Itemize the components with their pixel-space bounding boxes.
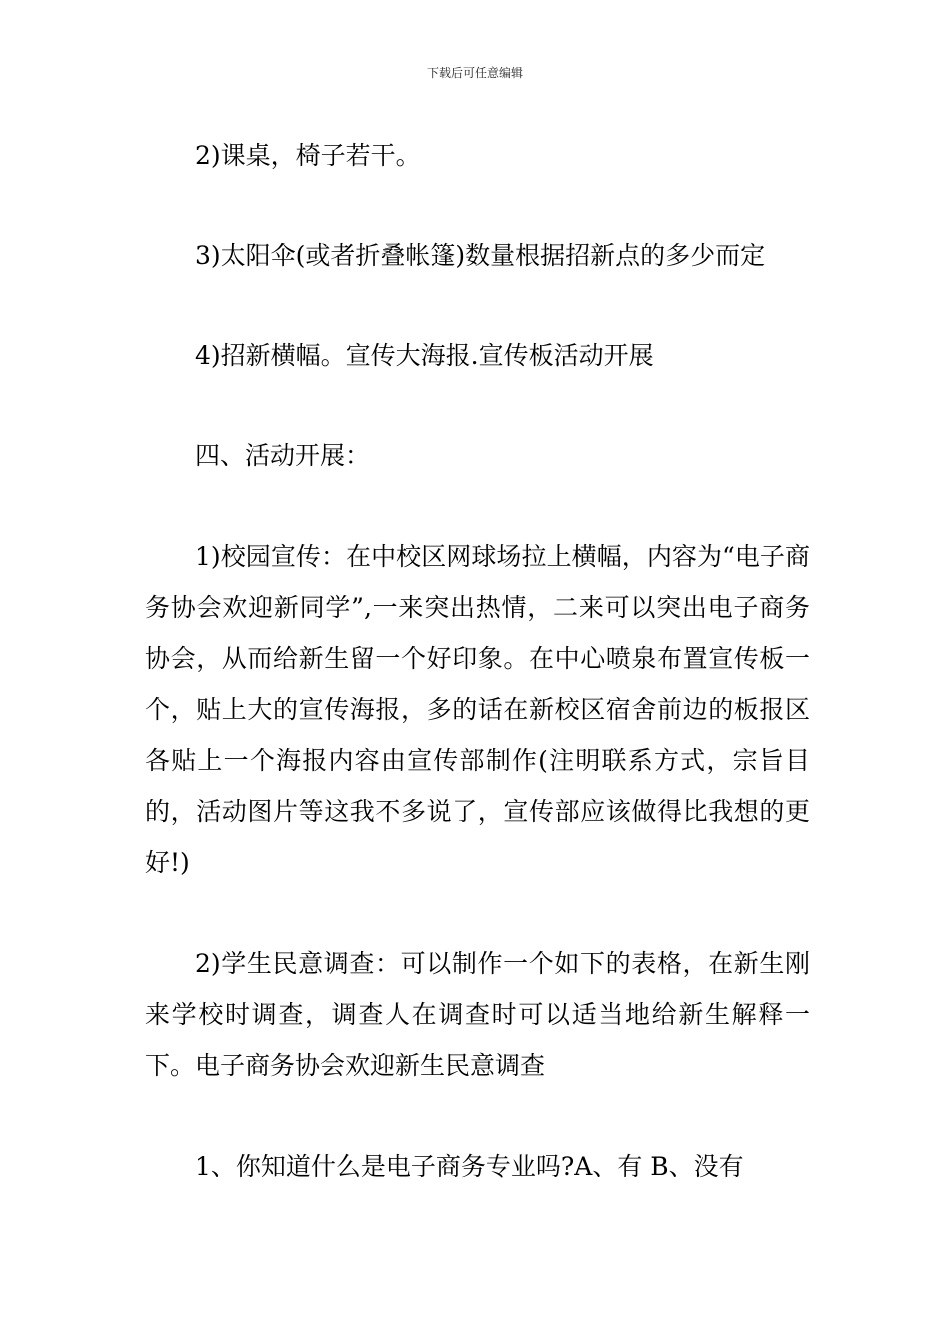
paragraph-gap bbox=[145, 281, 810, 330]
document-body bbox=[145, 130, 810, 1192]
survey-question-1: 1、你知道什么是电子商务专业吗?A、有 B、没有 bbox=[195, 1152, 744, 1181]
paragraph-gap bbox=[145, 481, 810, 531]
page-header: 下载后可任意编辑 bbox=[426, 66, 523, 80]
paragraph-item-2: 2)课桌，椅子若干。 bbox=[195, 141, 421, 170]
paragraph-item-4: 4)招新横幅。宣传大海报.宣传板活动开展 bbox=[195, 341, 654, 370]
paragraph-campus-promotion: 1)校园宣传：在中校区网球场拉上横幅，内容为“电子商务协会欢迎新同学”,一来突出热情，二来可以突出电子商务协会，从而给新生留一个好印象。在中心喷泉布置宣传板一个，贴上大的宣传海报，多的话在新校区宿舍前边的板报区各贴上一个海报内容由宣传部制作(注明联系方式，宗旨目的，活动图片等这我不多说了，宣传部应该做得比我想的更好!) bbox=[145, 542, 810, 877]
paragraph-gap bbox=[145, 381, 810, 430]
paragraph-gap bbox=[145, 181, 810, 230]
section-heading-activities: 四、活动开展： bbox=[195, 441, 371, 470]
paragraph-gap bbox=[145, 888, 810, 938]
paragraph-student-survey: 2)学生民意调查：可以制作一个如下的表格，在新生刚来学校时调查，调查人在调查时可以适当地给新生解释一下。电子商务协会欢迎新生民意调查 bbox=[145, 949, 810, 1080]
paragraph-item-3: 3)太阳伞(或者折叠帐篷)数量根据招新点的多少而定 bbox=[195, 241, 766, 270]
paragraph-gap bbox=[145, 1091, 810, 1141]
